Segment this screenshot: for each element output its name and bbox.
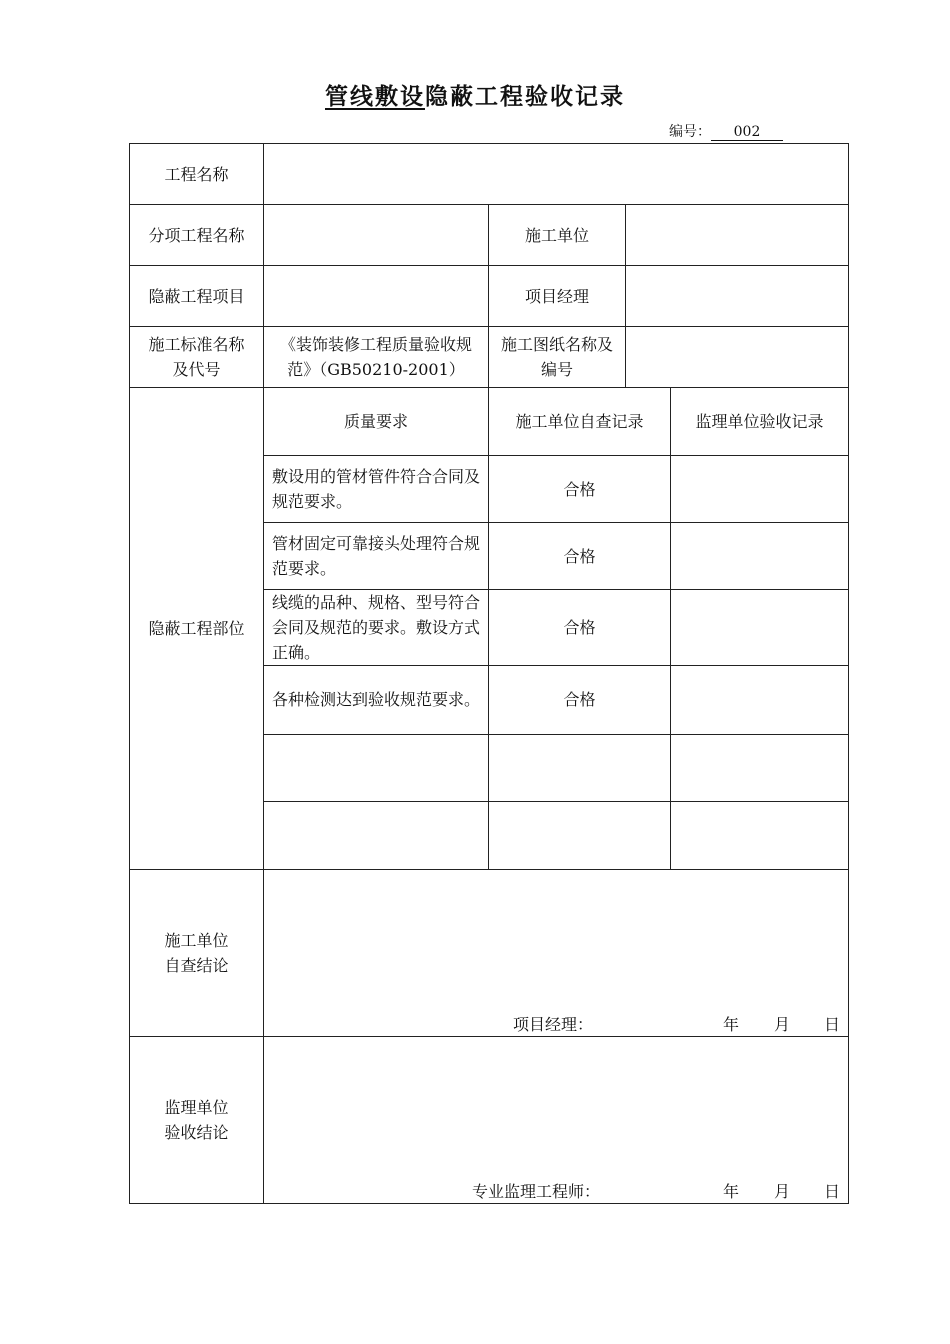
supervision-cell[interactable] (671, 523, 849, 590)
serial-number (669, 121, 783, 141)
drawing-field[interactable] (626, 327, 849, 388)
project-name-field[interactable] (264, 144, 849, 205)
project-manager-label: 项目经理 (489, 266, 626, 327)
self-check-cell[interactable]: 合格 (489, 523, 671, 590)
supervision-conclusion-signer-label: 专业监理工程师： (472, 1182, 601, 1201)
requirement-cell[interactable] (264, 801, 489, 869)
sub-project-label: 分项工程名称 (130, 205, 264, 266)
supervision-cell[interactable] (671, 734, 849, 801)
self-check-cell[interactable]: 合格 (489, 456, 671, 523)
supervision-cell[interactable] (671, 666, 849, 734)
requirement-cell: 管材固定可靠接头处理符合规范要求。 (264, 523, 489, 590)
row-standard (130, 327, 849, 388)
supervision-conclusion-field[interactable] (264, 1036, 849, 1203)
header-supervision-check: 监理单位验收记录 (671, 388, 849, 456)
supervision-cell[interactable] (671, 456, 849, 523)
title-rest: 隐蔽工程验收记录 (425, 84, 625, 110)
sub-project-field[interactable] (264, 205, 489, 266)
supervision-cell[interactable] (671, 801, 849, 869)
self-check-cell[interactable]: 合格 (489, 590, 671, 666)
row-supervision-conclusion (130, 1036, 849, 1203)
self-check-cell[interactable] (489, 734, 671, 801)
title-underlined-part: 管线敷设 (325, 84, 425, 110)
serial-label: 编号： (669, 124, 711, 140)
row-section-headers (130, 388, 849, 456)
header-quality-requirement: 质量要求 (264, 388, 489, 456)
requirement-cell[interactable] (264, 734, 489, 801)
self-conclusion-signer-label: 项目经理： (513, 1014, 594, 1034)
drawing-label: 施工图纸名称及 编号 (489, 327, 626, 388)
hidden-item-field[interactable] (264, 266, 489, 327)
row-self-conclusion (130, 869, 849, 1036)
self-conclusion-day: 日 (824, 1014, 841, 1034)
requirement-cell: 各种检测达到验收规范要求。 (264, 666, 489, 734)
self-check-cell[interactable] (489, 801, 671, 869)
serial-value: 002 (711, 124, 783, 141)
supervision-cell[interactable] (671, 590, 849, 666)
row-hidden-item (130, 266, 849, 327)
hidden-part-label: 隐蔽工程部位 (130, 388, 264, 869)
self-conclusion-field[interactable] (264, 869, 849, 1036)
construction-unit-field[interactable] (626, 205, 849, 266)
requirement-cell: 敷设用的管材管件符合合同及规范要求。 (264, 456, 489, 523)
document-title (0, 78, 950, 111)
project-manager-field[interactable] (626, 266, 849, 327)
row-sub-project (130, 205, 849, 266)
supervision-conclusion-month: 月 (774, 1182, 791, 1201)
header-self-check: 施工单位自查记录 (489, 388, 671, 456)
requirement-cell: 线缆的品种、规格、型号符合会同及规范的要求。敷设方式正确。 (264, 590, 489, 666)
self-conclusion-year: 年 (723, 1014, 740, 1034)
project-name-label: 工程名称 (130, 144, 264, 205)
supervision-conclusion-label: 监理单位 验收结论 (130, 1036, 264, 1203)
construction-unit-label: 施工单位 (489, 205, 626, 266)
inspection-form-table (129, 143, 849, 1204)
supervision-conclusion-year: 年 (723, 1182, 740, 1201)
supervision-conclusion-signature-line (264, 1179, 848, 1201)
standard-value: 《装饰装修工程质量验收规范》（GB50210-2001） (264, 327, 489, 388)
standard-label: 施工标准名称 及代号 (130, 327, 264, 388)
self-conclusion-label: 施工单位 自查结论 (130, 869, 264, 1036)
self-conclusion-signature-line (264, 1012, 848, 1034)
row-project-name (130, 144, 849, 205)
self-conclusion-month: 月 (774, 1014, 791, 1034)
self-check-cell[interactable]: 合格 (489, 666, 671, 734)
hidden-item-label: 隐蔽工程项目 (130, 266, 264, 327)
supervision-conclusion-day: 日 (824, 1182, 841, 1201)
